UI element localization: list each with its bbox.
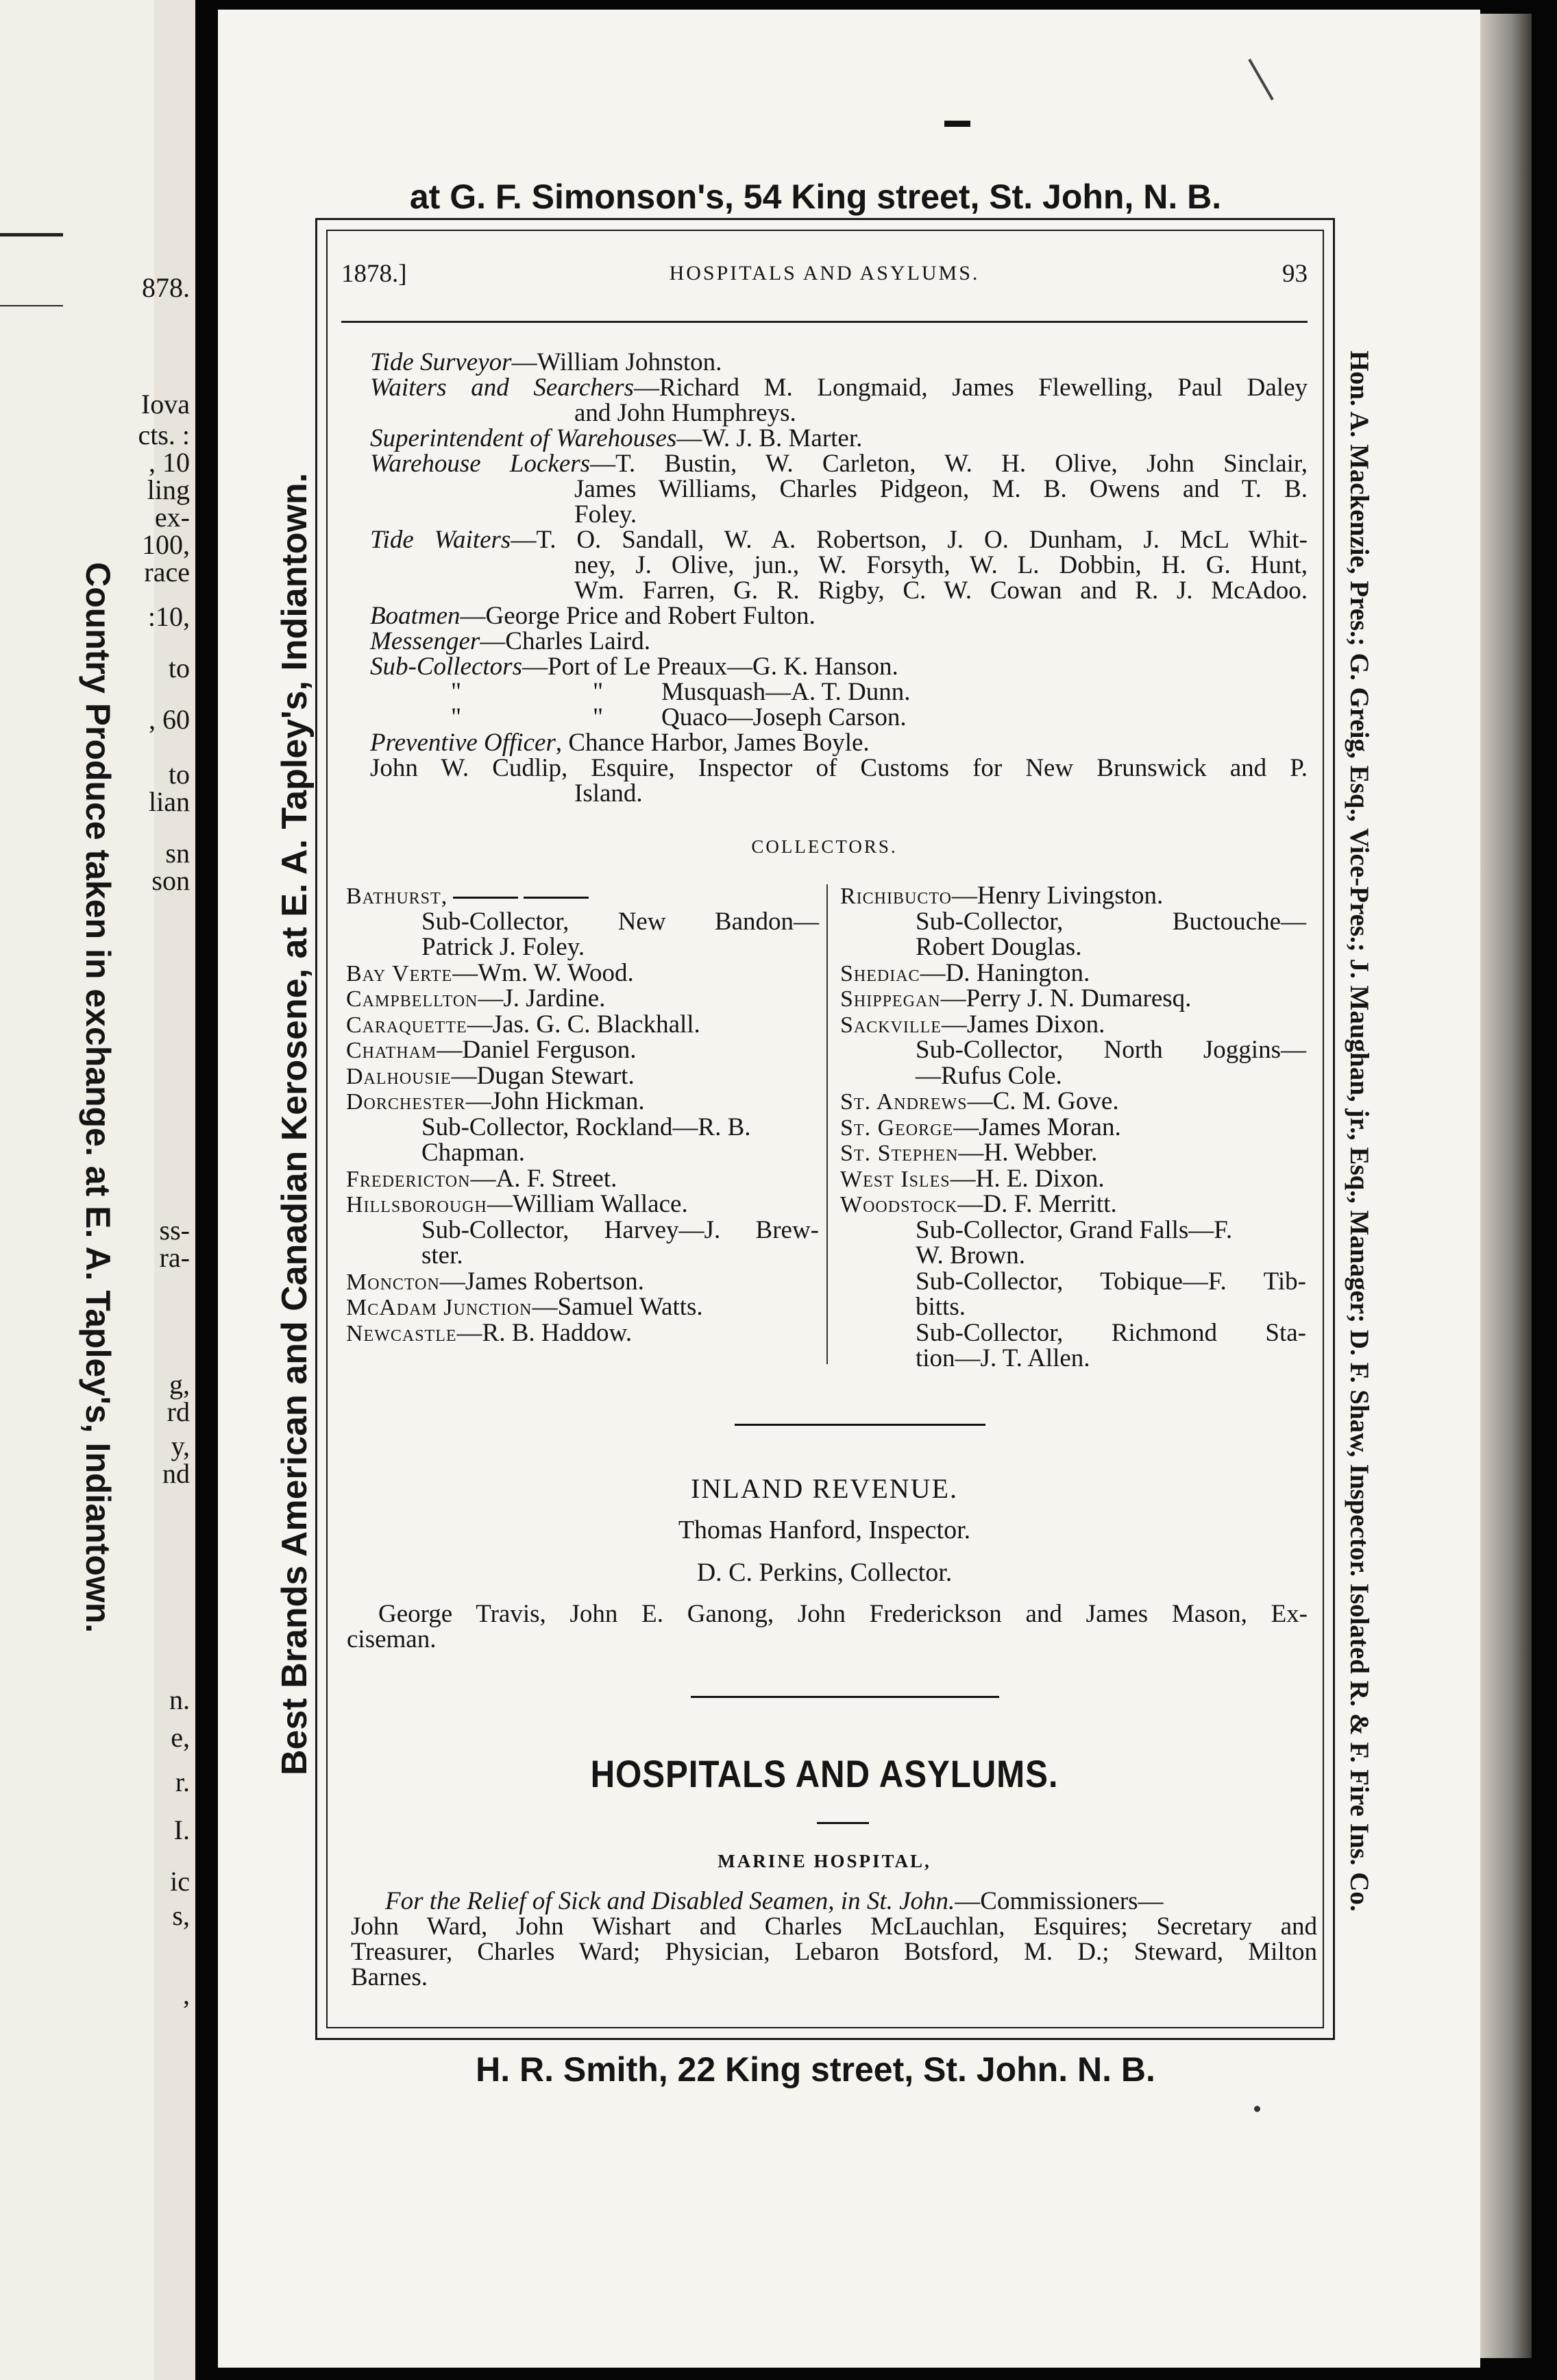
entry-musquash xyxy=(370,679,1308,705)
entry-continuation: and John Humphreys. xyxy=(574,399,796,427)
sub-collector-text: Sub-Collector, New Bandon— xyxy=(421,907,819,936)
entry-label: Boatmen xyxy=(370,602,461,630)
inland-revenue-collector: D. C. Perkins, Collector. xyxy=(696,1558,953,1587)
left-page-fragment: 100, xyxy=(142,529,190,560)
sub-collector-text: Sub-Collector, North Joggins— xyxy=(916,1036,1306,1064)
inland-revenue-title: INLAND REVENUE. xyxy=(691,1473,958,1504)
collector-entry xyxy=(346,1089,819,1115)
entry-superintendent xyxy=(370,426,1308,451)
collector-entry xyxy=(346,986,819,1012)
collector-place: West Isles xyxy=(840,1166,951,1192)
left-page-fragment: cts. : xyxy=(138,420,190,450)
entry-text: Quaco—Joseph Carson. xyxy=(661,703,907,731)
collectors-heading: COLLECTORS. xyxy=(751,836,898,857)
collector-entry xyxy=(346,909,819,935)
right-side-ad-text: Hon. A. Mackenzie, Pres.; G. Greig, Esq., Vice-Pres.; J. Maughan, jr., Esq., Manager; D. F. Shaw, Inspector. Isolated R. & F. Fire Ins. Co. xyxy=(1345,350,1374,1912)
collector-entry xyxy=(840,1115,1306,1141)
collector-name: —D. Hanington. xyxy=(920,958,1090,987)
collector-place: St. George xyxy=(840,1115,954,1141)
collector-name: —D. F. Merritt. xyxy=(957,1190,1117,1218)
entry-text: —T. Bustin, W. Carleton, W. H. Olive, John Sinclair, xyxy=(590,450,1308,478)
entry-continuation: Island. xyxy=(574,779,643,807)
entry-tide-surveyor xyxy=(370,350,1308,375)
collector-name: —James Moran. xyxy=(953,1113,1121,1141)
sub-collector-text: —Rufus Cole. xyxy=(916,1061,1062,1090)
collector-name: —A. F. Street. xyxy=(470,1164,617,1193)
entry-messenger xyxy=(370,629,1308,654)
entry-label: Sub-Collectors xyxy=(370,653,522,681)
sub-collector-text: Robert Douglas. xyxy=(916,933,1082,961)
entry-waiters xyxy=(370,375,1308,400)
collector-entry xyxy=(346,1269,819,1295)
excise-line: George Travis, John E. Ganong, John Frederickson and James Mason, Ex- xyxy=(378,1600,1308,1628)
collector-entry xyxy=(840,1269,1306,1295)
marine-hospital-text xyxy=(351,1889,1317,1990)
collector-entry xyxy=(840,1012,1306,1038)
entry-sub-collectors xyxy=(370,654,1308,679)
collector-name: —William Wallace. xyxy=(487,1190,688,1218)
left-page-fragment: son xyxy=(151,865,190,896)
left-page-fragment: rd xyxy=(167,1396,190,1427)
collector-entry xyxy=(840,960,1306,986)
sub-collector-text: Sub-Collector, Harvey—J. Brew- xyxy=(421,1215,819,1244)
collector-entry xyxy=(840,1140,1306,1166)
left-page-fragment: ss- xyxy=(159,1215,190,1246)
collector-entry xyxy=(840,1166,1306,1192)
left-page-fragment: ex- xyxy=(154,502,190,533)
ditto-mark: " xyxy=(593,703,604,731)
column-divider xyxy=(826,884,828,1364)
ditto-mark: " xyxy=(451,703,462,731)
sub-collector-text: Patrick J. Foley. xyxy=(421,933,585,961)
collector-place: Fredericton xyxy=(346,1166,471,1192)
inland-revenue-excisemen xyxy=(347,1600,1308,1653)
marine-hospital-heading: MARINE HOSPITAL, xyxy=(718,1851,931,1871)
entry-label: Messenger xyxy=(370,627,480,655)
left-page-fragment: , xyxy=(183,1979,190,2010)
entry-text: —T. O. Sandall, W. A. Robertson, J. O. Dunham, J. McL Whit- xyxy=(511,526,1308,554)
collector-entry xyxy=(346,1320,819,1346)
collector-entry xyxy=(346,1217,819,1243)
left-page-rule-thin xyxy=(0,305,63,306)
collector-name: —Jas. G. C. Blackhall. xyxy=(467,1010,700,1039)
marine-line: John Ward, John Wishart and Charles McLauchlan, Esquires; Secretary and xyxy=(351,1912,1317,1941)
collector-entry xyxy=(840,1063,1306,1089)
collector-entry xyxy=(840,1320,1306,1346)
entry-boatmen xyxy=(370,603,1308,629)
marine-line xyxy=(351,1889,1317,1914)
collector-name: —R. B. Haddow. xyxy=(456,1318,633,1347)
entry-text: —Richard M. Longmaid, James Flewelling, Paul Daley xyxy=(633,374,1308,402)
left-page-fragment: :10, xyxy=(147,601,190,632)
blank-rule xyxy=(524,897,589,899)
print-speck xyxy=(1254,2106,1260,2112)
entry-text: —George Price and Robert Fulton. xyxy=(460,602,816,630)
sub-collector-text: Sub-Collector, Grand Falls—F. xyxy=(916,1215,1233,1244)
collector-place: Caraquette xyxy=(346,1012,467,1038)
left-page-vertical-ad xyxy=(69,562,127,1830)
collector-entry xyxy=(346,1115,819,1141)
sub-collector-text: W. Brown. xyxy=(916,1241,1025,1270)
collector-place: Moncton xyxy=(346,1269,440,1295)
collector-entry xyxy=(840,1089,1306,1115)
entry-text: , Chance Harbor, James Boyle. xyxy=(555,729,870,757)
collector-place: St. Stephen xyxy=(840,1141,959,1166)
left-page-fragment: 878. xyxy=(142,272,190,303)
entry-label: Waiters and Searchers xyxy=(370,374,634,402)
collector-entry xyxy=(346,1012,819,1038)
sub-collector-text: Sub-Collector, Buctouche— xyxy=(916,907,1306,936)
running-head-section: HOSPITALS AND ASYLUMS. xyxy=(669,262,980,284)
collector-name: —C. M. Gove. xyxy=(967,1087,1119,1115)
sub-collector-text: Sub-Collector, Richmond Sta- xyxy=(916,1318,1306,1347)
collectors-right-column xyxy=(840,883,1306,1372)
entry-continuation: James Williams, Charles Pidgeon, M. B. Owens and T. B. xyxy=(574,475,1308,503)
collector-name: —H. E. Dixon. xyxy=(950,1164,1105,1193)
collector-name: —Samuel Watts. xyxy=(532,1293,703,1321)
collector-entry xyxy=(840,1294,1306,1320)
entry-label: Warehouse Lockers xyxy=(370,450,591,478)
collector-place: Newcastle xyxy=(346,1320,457,1346)
collector-place: Dorchester xyxy=(346,1089,466,1115)
blank-rule xyxy=(453,897,518,899)
collector-entry xyxy=(346,1166,819,1192)
ditto-mark: " xyxy=(451,678,462,706)
collector-entry xyxy=(840,1243,1306,1269)
book-edge xyxy=(1480,14,1532,2358)
entry-label: Tide Surveyor xyxy=(370,348,512,376)
marine-line: Treasurer, Charles Ward; Physician, Lebaron Botsford, M. D.; Steward, Milton xyxy=(351,1938,1317,1966)
collector-place: St. Andrews xyxy=(840,1089,968,1115)
left-page-fragment: ra- xyxy=(159,1242,190,1273)
collector-entry xyxy=(840,1346,1306,1372)
collector-entry xyxy=(346,1063,819,1089)
collector-entry xyxy=(346,1140,819,1166)
collector-place: Bathurst, xyxy=(346,884,448,909)
marine-line: Barnes. xyxy=(351,1963,428,1991)
collector-name: —Dugan Stewart. xyxy=(451,1061,635,1090)
left-page-fragment: nd xyxy=(162,1458,190,1489)
collector-place: Campbellton xyxy=(346,986,478,1012)
bottom-advertisement: H. R. Smith, 22 King street, St. John. N. B. xyxy=(476,2050,1155,2089)
entry-text: Musquash—A. T. Dunn. xyxy=(661,678,911,706)
marine-italic: For the Relief of Sick and Disabled Seamen, in St. John. xyxy=(385,1887,955,1915)
left-page-fragment: , 60 xyxy=(149,704,190,735)
collector-entry xyxy=(840,1037,1306,1063)
section-rule xyxy=(691,1696,999,1698)
left-page-fragment: , 10 xyxy=(149,447,190,478)
sub-collector-text: Sub-Collector, Tobique—F. Tib- xyxy=(916,1267,1306,1296)
collector-entry xyxy=(840,1217,1306,1243)
entry-lockers xyxy=(370,451,1308,476)
collector-place: Woodstock xyxy=(840,1192,958,1217)
collector-entry xyxy=(346,1191,819,1217)
entry-text: —Charles Laird. xyxy=(480,627,650,655)
left-page-fragment: r. xyxy=(175,1766,190,1797)
marine-text: —Commissioners— xyxy=(955,1887,1164,1915)
left-page-fragment: y, xyxy=(171,1431,190,1461)
entry-label: Superintendent of Warehouses xyxy=(370,424,677,452)
collector-name: —Perry J. N. Dumaresq. xyxy=(940,984,1192,1012)
collector-name: —J. Jardine. xyxy=(478,984,606,1012)
entry-label: Preventive Officer xyxy=(370,729,556,757)
left-adjoining-page xyxy=(0,0,195,2380)
left-page-ad-text: Country Produce taken in exchange. at E. A. Tapley's, Indiantown. xyxy=(79,562,117,1634)
collector-name: —James Dixon. xyxy=(941,1010,1105,1039)
top-advertisement: at G. F. Simonson's, 54 King street, St. John, N. B. xyxy=(409,178,1222,216)
collector-place: Sackville xyxy=(840,1012,942,1038)
sub-collector-text: tion—J. T. Allen. xyxy=(916,1344,1090,1372)
left-page-margin xyxy=(154,0,195,2380)
running-head-year: 1878.] xyxy=(341,260,407,288)
entry-text: —Port of Le Preaux—G. K. Hanson. xyxy=(522,653,898,681)
left-page-fragment: s, xyxy=(172,1900,190,1931)
collector-place: Shediac xyxy=(840,960,920,986)
sub-collector-text: ster. xyxy=(421,1241,463,1270)
collector-entry xyxy=(840,1191,1306,1217)
left-page-fragment: to xyxy=(168,653,190,683)
left-page-fragment: I. xyxy=(173,1814,190,1845)
left-side-ad-text: Best Brands American and Canadian Kerosene, at E. A. Tapley's, Indiantown. xyxy=(275,472,315,1775)
hospitals-title: HOSPITALS AND ASYLUMS. xyxy=(590,1752,1059,1795)
entry-text: —William Johnston. xyxy=(511,348,722,376)
collector-entry xyxy=(346,883,819,909)
collector-place: Hillsborough xyxy=(346,1192,487,1217)
entry-quaco xyxy=(370,705,1308,730)
entry-text: —W. J. B. Marter. xyxy=(676,424,863,452)
collector-entry xyxy=(840,934,1306,960)
collector-entry xyxy=(840,909,1306,935)
left-page-fragment: Iova xyxy=(140,389,190,420)
right-side-advertisement xyxy=(1335,226,1383,2036)
left-page-fragment: to xyxy=(168,759,190,790)
collector-place: Bay Verte xyxy=(346,960,453,986)
customs-officers xyxy=(370,350,1308,806)
left-page-rule xyxy=(0,233,63,236)
left-page-fragment: g, xyxy=(169,1369,190,1400)
section-rule xyxy=(735,1424,985,1426)
collector-entry xyxy=(346,934,819,960)
left-page-fragment: race xyxy=(144,557,190,587)
collector-entry xyxy=(840,986,1306,1012)
collector-entry xyxy=(346,1243,819,1269)
entry-preventive xyxy=(370,730,1308,755)
collector-name: —H. Webber. xyxy=(958,1139,1098,1167)
left-page-fragment: sn xyxy=(165,838,190,869)
collector-name: —Wm. W. Wood. xyxy=(452,958,634,987)
collector-place: Richibucto xyxy=(840,884,952,909)
collectors-left-column xyxy=(346,883,819,1346)
left-page-fragment: n. xyxy=(169,1684,190,1715)
collector-entry xyxy=(840,883,1306,909)
collector-name: —Daniel Ferguson. xyxy=(437,1036,637,1064)
collector-place: Chatham xyxy=(346,1038,437,1063)
entry-continuation: ney, J. Olive, jun., W. Forsyth, W. L. Dobbin, H. G. Hunt, xyxy=(574,551,1308,579)
left-page-fragment: lian xyxy=(149,786,190,817)
collector-name: —James Robertson. xyxy=(439,1267,644,1296)
entry-continuation: Wm. Farren, G. R. Rigby, C. W. Cowan and R. J. McAdoo. xyxy=(574,576,1308,605)
entry-label: Tide Waiters xyxy=(370,526,511,554)
entry-cudlip: John W. Cudlip, Esquire, Inspector of Customs for New Brunswick and P. xyxy=(370,754,1308,782)
collector-place: Dalhousie xyxy=(346,1063,452,1089)
title-rule xyxy=(817,1822,869,1824)
collector-entry xyxy=(346,1037,819,1063)
inland-revenue-inspector: Thomas Hanford, Inspector. xyxy=(678,1516,971,1544)
collector-place: Shippegan xyxy=(840,986,941,1012)
entry-continuation: Foley. xyxy=(574,500,637,529)
page-number: 93 xyxy=(1282,260,1308,288)
head-rule xyxy=(341,321,1308,323)
collector-name: —John Hickman. xyxy=(465,1087,645,1115)
collector-entry xyxy=(346,1294,819,1320)
collector-place: McAdam Junction xyxy=(346,1295,532,1320)
left-page-fragment: ic xyxy=(170,1866,190,1897)
print-mark xyxy=(944,121,970,127)
collector-name: —Henry Livingston. xyxy=(951,882,1164,910)
left-page-fragment: ling xyxy=(147,474,190,505)
left-page-fragment: e, xyxy=(171,1722,190,1753)
ditto-mark: " xyxy=(593,678,604,706)
entry-tide-waiters xyxy=(370,527,1308,552)
collector-entry xyxy=(346,960,819,986)
sub-collector-text: bitts. xyxy=(916,1293,966,1321)
sub-collector-text: Sub-Collector, Rockland—R. B. xyxy=(421,1113,751,1141)
running-head xyxy=(341,259,1308,300)
excise-line: ciseman. xyxy=(347,1625,437,1653)
sub-collector-text: Chapman. xyxy=(421,1139,526,1167)
